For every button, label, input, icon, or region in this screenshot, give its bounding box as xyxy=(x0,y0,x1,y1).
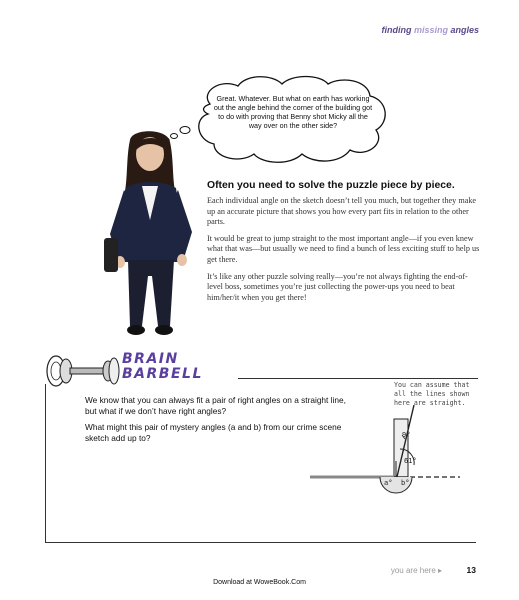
running-head-part2: missing xyxy=(413,25,448,35)
text-section xyxy=(207,180,482,309)
download-credit: Download at WoweBook.Com xyxy=(213,579,306,586)
angle-diagram-icon xyxy=(310,405,470,497)
running-head-part3: angles xyxy=(447,25,479,35)
paragraph-2: It would be great to jump straight to the most important angle—if you even knew what that was—but usually we need to find a bunch of less exciting stuff to help us get there. xyxy=(207,233,480,264)
barbell-title-line1: BRAIN xyxy=(122,351,179,367)
running-head xyxy=(381,25,479,35)
page-number: 13 xyxy=(466,565,476,575)
barbell-icon xyxy=(44,354,120,388)
woman-photo xyxy=(96,130,206,345)
paragraph-1: Each individual angle on the sketch doesn’t tell you much, but together they make up an accurate picture that shows you how every part fits in relation to the other parts. xyxy=(207,196,477,227)
thought-text: Great. Whatever. But what on earth has working out the angle behind the corner of the building got to do with proving that Benny shot Micky all the way over on the other side? xyxy=(213,94,373,130)
running-head-part1: finding xyxy=(381,25,414,35)
barbell-title-line2: BARBELL xyxy=(122,366,203,382)
label-9-degrees: 9° xyxy=(402,431,411,439)
section-heading: Often you need to solve the puzzle piece by piece. xyxy=(207,180,455,191)
question-2: What might this pair of mystery angles (a and b) from our crime scene sketch add up to? xyxy=(85,422,342,443)
label-61-degrees: 61° xyxy=(404,457,417,465)
label-a: a° xyxy=(384,479,393,487)
label-b: b° xyxy=(401,479,410,487)
handwritten-note: You can assume that all the lines shown here are straight. xyxy=(394,381,470,407)
thought-bubble xyxy=(190,74,395,166)
question-1: We know that you can always fit a pair of right angles on a straight line, but what if we don’t have right angles? xyxy=(85,395,346,416)
brain-barbell-title xyxy=(122,352,203,382)
you-are-here: you are here ▸ xyxy=(390,566,442,575)
paragraph-3: It’s like any other puzzle solving really—you’re not always fighting the end-of-level boss, sometimes you’re just collecting the power-ups you need to beat him/her/it when you get there! xyxy=(207,271,468,302)
